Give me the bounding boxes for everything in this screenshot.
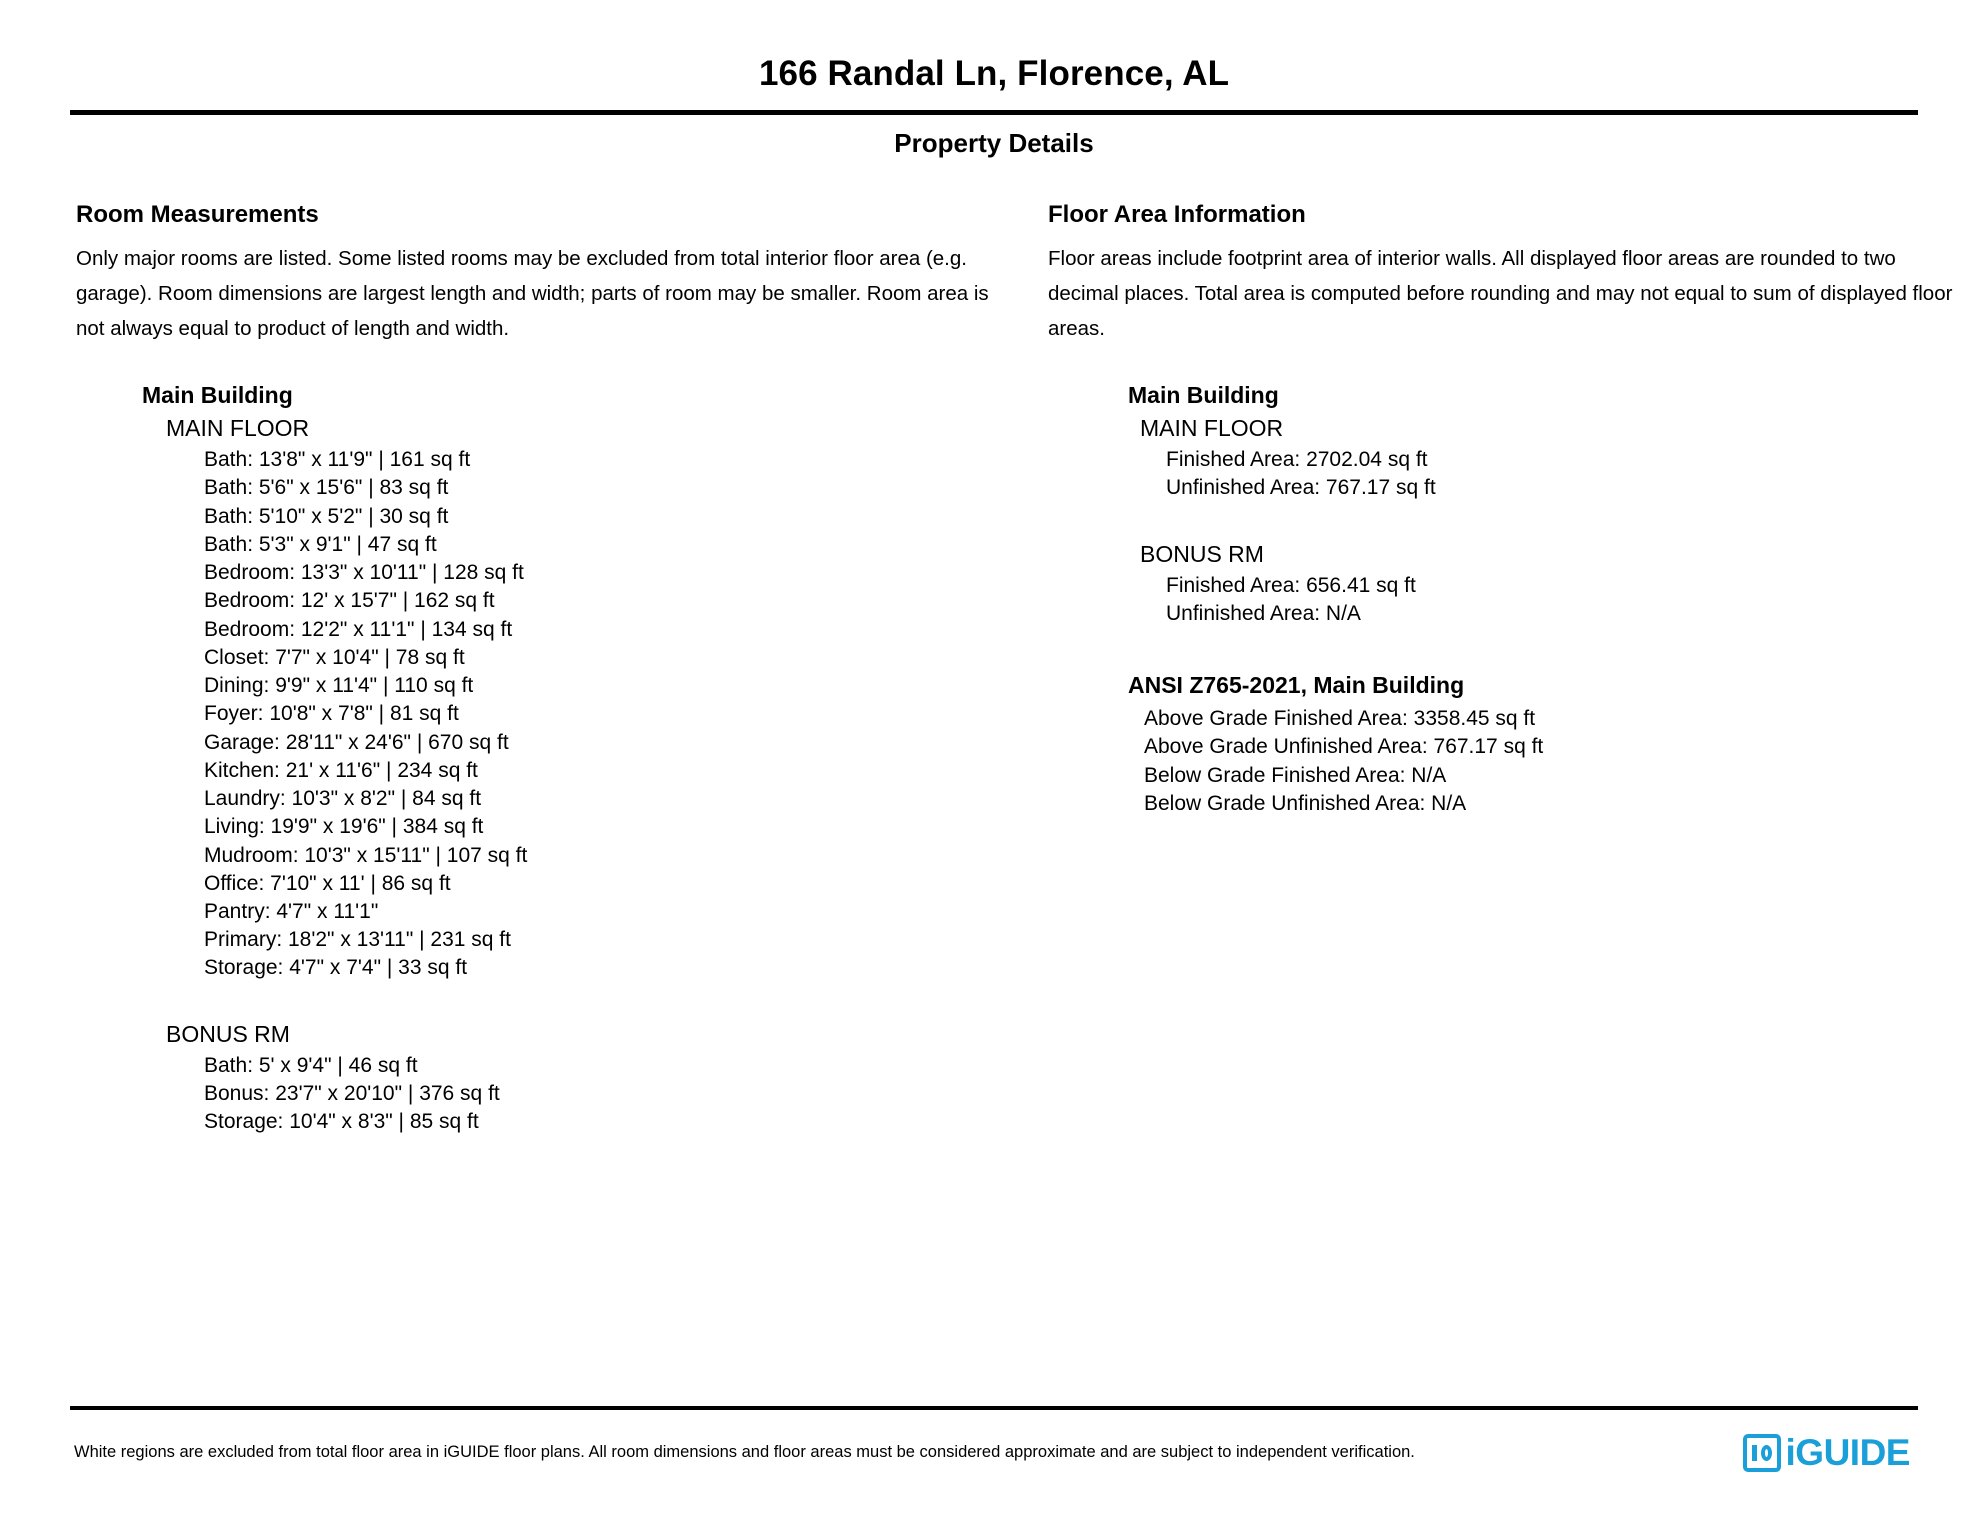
room-measurements-note: Only major rooms are listed. Some listed rooms may be excluded from total interior floor area (e.g. garage). Room dimensions are largest length and width; parts of room may be smaller. Room area is not always equal to product of length and width. [76, 246, 989, 340]
building-name: Main Building [1128, 382, 1279, 409]
room-entry: Foyer: 10'8" x 7'8" | 81 sq ft [204, 702, 459, 726]
room-entry: Office: 7'10" x 11' | 86 sq ft [204, 871, 451, 895]
footer-disclaimer: White regions are excluded from total floor area in iGUIDE floor plans. All room dimensions and floor areas must be considered approximate and are subject to independent verification. [74, 1443, 1415, 1462]
room-entry: Bonus: 23'7" x 20'10" | 376 sq ft [204, 1081, 500, 1105]
area-group-bonus-rm [1048, 541, 1968, 628]
ansi-entry: Above Grade Finished Area: 3358.45 sq ft [1144, 707, 1536, 731]
area-group-main-floor [1048, 415, 1968, 502]
area-entry: Finished Area: 656.41 sq ft [1166, 573, 1416, 597]
level-group-main-floor [76, 415, 996, 982]
level-spacer [76, 983, 996, 1021]
room-entry: Bath: 5'6" x 15'6" | 83 sq ft [204, 476, 449, 500]
ansi-section [1048, 672, 1968, 818]
page-subtitle: Property Details [894, 127, 1094, 158]
room-entry: Living: 19'9" x 19'6" | 384 sq ft [204, 815, 484, 839]
ansi-entry: Below Grade Finished Area: N/A [1144, 763, 1447, 787]
room-entry: Garage: 28'11" x 24'6" | 670 sq ft [204, 730, 509, 754]
iguide-logo-text: iGUIDE [1785, 1432, 1910, 1473]
room-entry: Bedroom: 12'2" x 11'1" | 134 sq ft [204, 617, 513, 641]
room-entry: Kitchen: 21' x 11'6" | 234 sq ft [204, 758, 478, 782]
level-group-bonus-rm [76, 1021, 996, 1137]
level-name: BONUS RM [1140, 540, 1264, 567]
page-footer [0, 1406, 1988, 1536]
iguide-logo-icon [1743, 1434, 1781, 1472]
area-entry: Finished Area: 2702.04 sq ft [1166, 448, 1428, 472]
page-title: 166 Randal Ln, Florence, AL [758, 54, 1230, 93]
room-entry: Bath: 5'10" x 5'2" | 30 sq ft [204, 504, 449, 528]
footer-content [74, 1410, 1914, 1496]
room-measurements-heading: Room Measurements [76, 200, 319, 228]
level-name: BONUS RM [166, 1020, 290, 1047]
room-entry: Closet: 7'7" x 10'4" | 78 sq ft [204, 645, 465, 669]
room-entry: Bath: 13'8" x 11'9" | 161 sq ft [204, 448, 471, 472]
floor-area-column [1048, 201, 1968, 1137]
building-name: Main Building [142, 382, 293, 409]
room-entry: Bath: 5'3" x 9'1" | 47 sq ft [204, 532, 437, 556]
ansi-entry: Above Grade Unfinished Area: 767.17 sq ft [1144, 735, 1544, 759]
room-entry: Bedroom: 12' x 15'7" | 162 sq ft [204, 589, 495, 613]
room-entry: Laundry: 10'3" x 8'2" | 84 sq ft [204, 787, 482, 811]
level-name: MAIN FLOOR [166, 415, 310, 442]
area-spacer [1048, 503, 1968, 541]
room-entry: Primary: 18'2" x 13'11" | 231 sq ft [204, 928, 511, 952]
content-columns [76, 200, 1953, 1137]
room-measurements-column [76, 201, 996, 1137]
area-entry: Unfinished Area: 767.17 sq ft [1166, 476, 1436, 500]
iguide-logo [1743, 1432, 1914, 1474]
room-entry: Mudroom: 10'3" x 15'11" | 107 sq ft [204, 843, 528, 867]
area-entry: Unfinished Area: N/A [1166, 601, 1361, 625]
room-entry: Pantry: 4'7" x 11'1" [204, 900, 379, 923]
level-name: MAIN FLOOR [1140, 415, 1284, 442]
room-entry: Storage: 10'4" x 8'3" | 85 sq ft [204, 1110, 479, 1134]
ansi-spacer [1048, 628, 1968, 672]
ansi-entry: Below Grade Unfinished Area: N/A [1144, 791, 1467, 815]
room-entry: Storage: 4'7" x 7'4" | 33 sq ft [204, 956, 468, 980]
ansi-heading: ANSI Z765-2021, Main Building [1128, 672, 1465, 699]
room-entry: Dining: 9'9" x 11'4" | 110 sq ft [204, 674, 474, 698]
floor-area-note: Floor areas include footprint area of interior walls. All displayed floor areas are rounded to two decimal places. Total area is computed before rounding and may not equal to sum of displayed floor areas. [1048, 246, 1953, 340]
floor-area-heading: Floor Area Information [1048, 200, 1306, 228]
title-divider [70, 110, 1918, 115]
room-measurements-building [76, 382, 996, 1136]
floor-area-building [1048, 382, 1968, 628]
room-entry: Bedroom: 13'3" x 10'11" | 128 sq ft [204, 561, 524, 585]
room-entry: Bath: 5' x 9'4" | 46 sq ft [204, 1053, 418, 1077]
